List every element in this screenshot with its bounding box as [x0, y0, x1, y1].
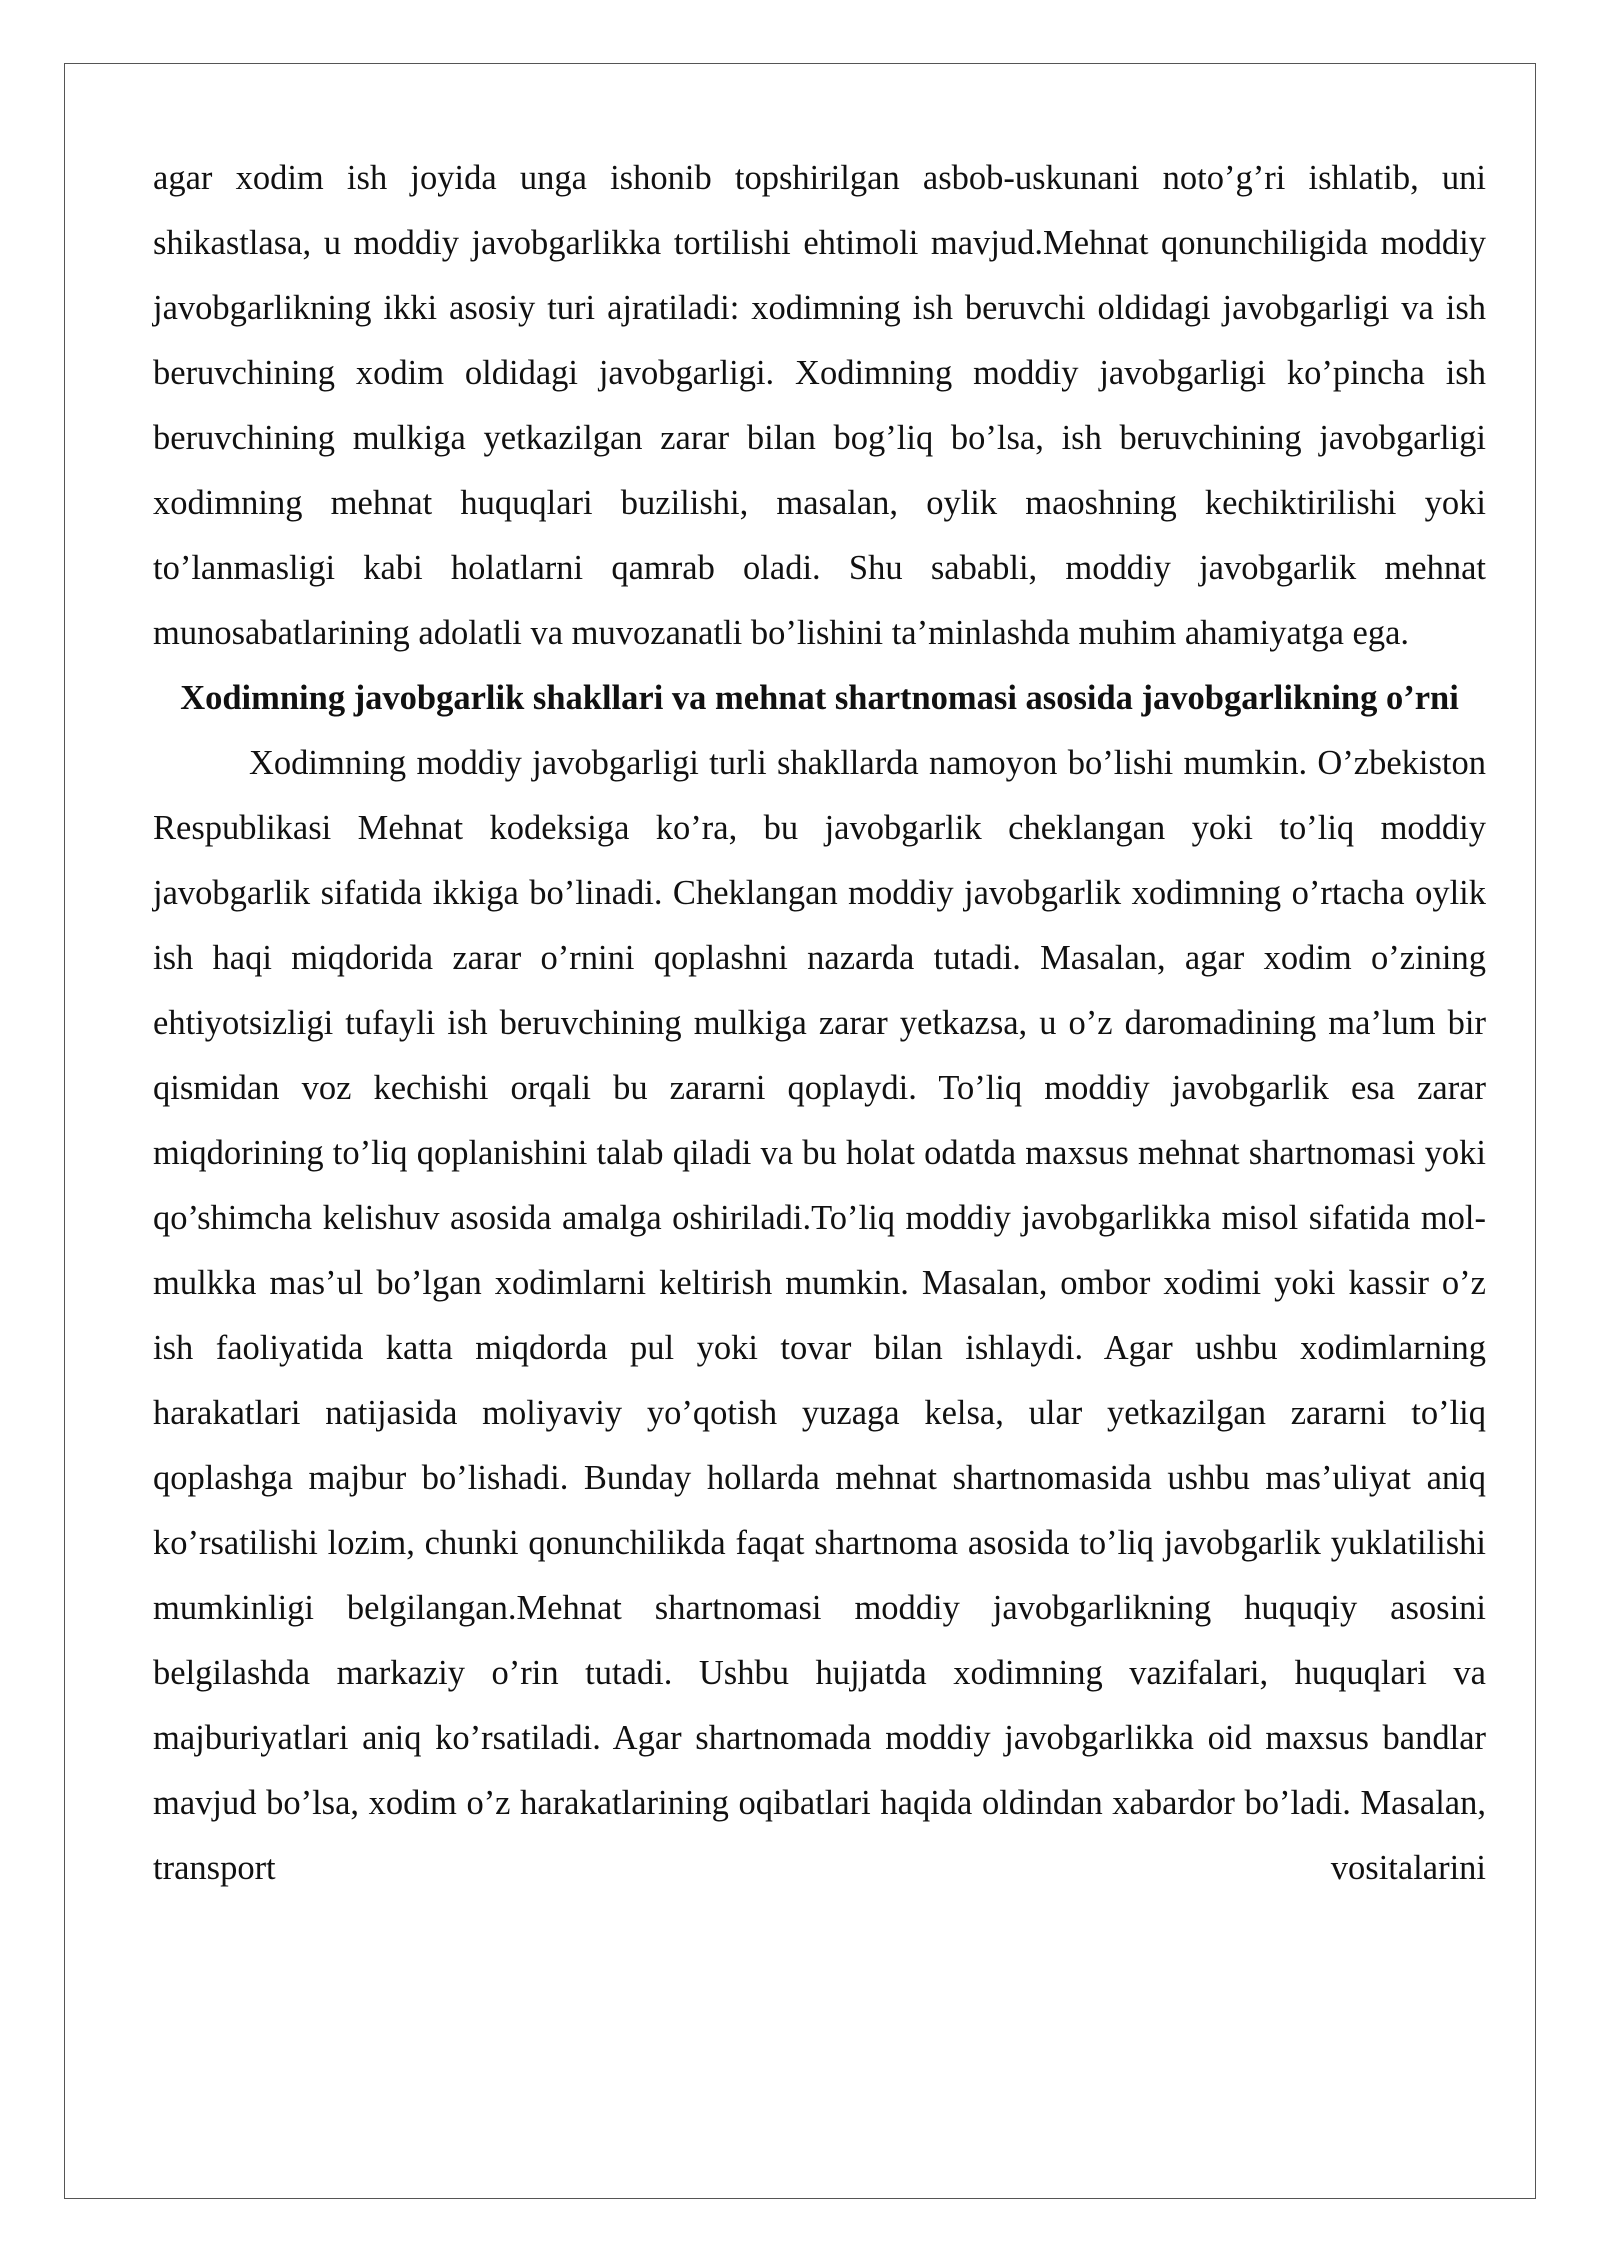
paragraph-continued: agar xodim ish joyida unga ishonib topshirilgan asbob-uskunani noto’g’ri ishlatib, uni shikastlasa, u moddiy javobgarlikka tortilishi ehtimoli mavjud.Mehnat qonunchiligida moddiy javobgarlikning ikki asosiy turi ajratiladi: xodimning ish beruvchi oldidagi javobgarligi va ish beruvchining xodim oldidagi javobgarligi. Xodimning moddiy javobgarligi ko’pincha ish beruvchining mulkiga yetkazilgan zarar bilan bog’liq bo’lsa, ish beruvchining javobgarligi xodimning mehnat huquqlari buzilishi, masalan, oylik maoshning kechiktirilishi yoki to’lanmasligi kabi holatlarni qamrab oladi. Shu sababli, moddiy javobgarlik mehnat munosabatlarining adolatli va muvozanatli bo’lishini ta’minlashda muhim ahamiyatga ega. — [153, 159, 1486, 652]
section-heading: Xodimning javobgarlik shakllari va mehnat shartnomasi asosida javobgarlikning o’rni — [180, 679, 1459, 717]
paragraph-main: Xodimning moddiy javobgarligi turli shakllarda namoyon bo’lishi mumkin. O’zbekiston Respublikasi Mehnat kodeksiga ko’ra, bu javobgarlik cheklangan yoki to’liq moddiy javobgarlik sifatida ikkiga bo’linadi. Cheklangan moddiy javobgarlik xodimning o’rtacha oylik ish haqi miqdorida zarar o’rnini qoplashni nazarda tutadi. Masalan, agar xodim o’zining ehtiyotsizligi tufayli ish beruvchining mulkiga zarar yetkazsa, u o’z daromadining ma’lum bir qismidan voz kechishi orqali bu zararni qoplaydi. To’liq moddiy javobgarlik esa zarar miqdorining to’liq qoplanishini talab qiladi va bu holat odatda maxsus mehnat shartnomasi yoki qo’shimcha kelishuv asosida amalga oshiriladi.To’liq moddiy javobgarlikka misol sifatida mol-mulkka mas’ul bo’lgan xodimlarni keltirish mumkin. Masalan, ombor xodimi yoki kassir o’z ish faoliyatida katta miqdorda pul yoki tovar bilan ishlaydi. Agar ushbu xodimlarning harakatlari natijasida moliyaviy yo’qotish yuzaga kelsa, ular yetkazilgan zararni to’liq qoplashga majbur bo’lishadi. Bunday hollarda mehnat shartnomasida ushbu mas’uliyat aniq ko’rsatilishi lozim, chunki qonunchilikda faqat shartnoma asosida to’liq javobgarlik yuklatilishi mumkinligi belgilangan.Mehnat shartnomasi moddiy javobgarlikning huquqiy asosini belgilashda markaziy o’rin tutadi. Ushbu hujjatda xodimning vazifalari, huquqlari va majburiyatlari aniq ko’rsatiladi. Agar shartnomada moddiy javobgarlikka oid maxsus bandlar mavjud bo’lsa, xodim o’z harakatlarining oqibatlari haqida oldindan xabardor bo’ladi. Masalan, transport vositalarini — [153, 744, 1486, 1887]
document-body — [153, 146, 1486, 1901]
